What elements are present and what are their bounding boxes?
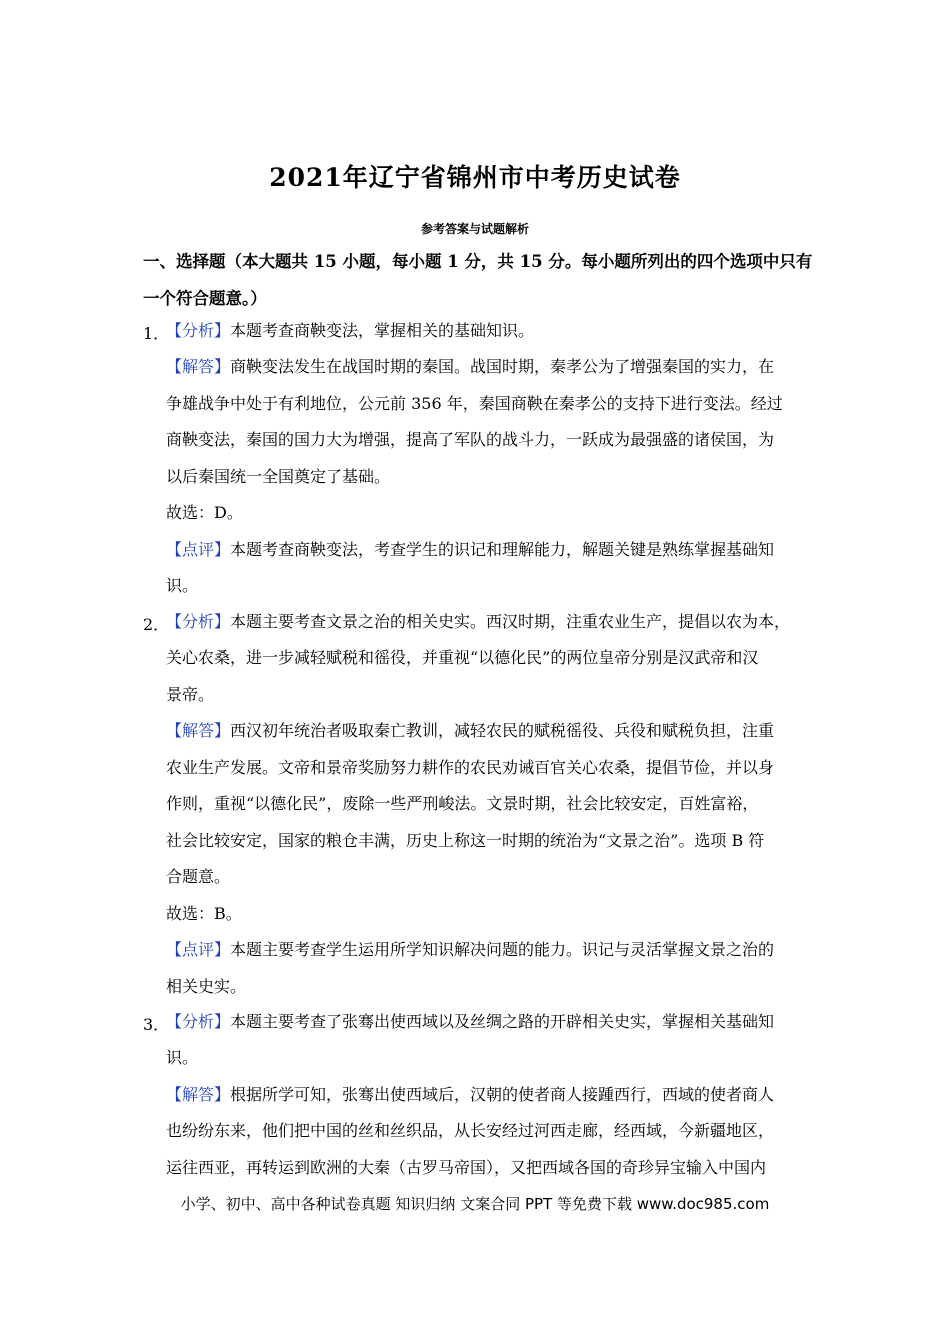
question-1-comment-line: 识。	[166, 576, 199, 595]
question-1-answer-line: 争雄战争中处于有利地位，公元前 356 年，秦国商鞅在秦孝公的支持下进行变法。经过	[166, 394, 783, 413]
question-2-analysis	[166, 610, 790, 634]
answer-tag: 【解答】	[166, 721, 231, 740]
answer-tag: 【解答】	[166, 1085, 231, 1104]
answer-text: 根据所学可知，张骞出使西域后，汉朝的使者商人接踵西行，西域的使者商人	[230, 1085, 775, 1104]
question-2-number: 2．	[143, 615, 170, 634]
question-2-answer-line: 作则，重视“以德化民”，废除一些严刑峻法。文景时期，社会比较安定，百姓富裕，	[166, 794, 759, 813]
question-1-comment	[166, 538, 774, 562]
section-heading	[143, 243, 823, 317]
question-1-answer-line: 商鞅变法，秦国的国力大为增强，提高了军队的战斗力，一跃成为最强盛的诸侯国，为	[166, 430, 775, 449]
analysis-text: 本题主要考查了张骞出使西域以及丝绸之路的开辟相关史实，掌握相关基础知	[230, 1012, 775, 1031]
question-2-analysis-line: 关心农桑，进一步减轻赋税和徭役，并重视“以德化民”的两位皇帝分别是汉武帝和汉	[166, 648, 759, 667]
footer-banner: 小学、初中、高中各种试卷真题 知识归纳 文案合同 PPT 等免费下载 www.doc985.com	[180, 1195, 770, 1213]
answer-text: 西汉初年统治者吸取秦亡教训，减轻农民的赋税徭役、兵役和赋税负担，注重	[230, 721, 775, 740]
page-subtitle: 参考答案与试题解析	[420, 222, 529, 236]
question-1-analysis	[166, 319, 534, 343]
section-heading-line-2: 一个符合题意。）	[143, 289, 267, 308]
question-2-analysis-line: 景帝。	[166, 685, 215, 704]
question-2-answer-line: 合题意。	[166, 867, 231, 886]
question-1-number: 1．	[143, 324, 170, 343]
analysis-text: 本题考查商鞅变法，掌握相关的基础知识。	[230, 321, 535, 340]
question-1-answer-line	[166, 355, 774, 379]
question-2-choice: 故选：B。	[166, 904, 242, 923]
comment-tag: 【点评】	[166, 540, 231, 559]
question-3-analysis	[166, 1010, 774, 1034]
answer-text: 商鞅变法发生在战国时期的秦国。战国时期，秦孝公为了增强秦国的实力，在	[230, 357, 775, 376]
analysis-tag: 【分析】	[166, 1012, 231, 1031]
section-heading-line-1: 一、选择题（本大题共 15 小题，每小题 1 分，共 15 分。每小题所列出的四个选项中只有	[143, 252, 813, 271]
question-2-answer-line: 农业生产发展。文帝和景帝奖励努力耕作的农民劝诫百官关心农桑，提倡节俭，并以身	[166, 758, 775, 777]
answer-tag: 【解答】	[166, 357, 231, 376]
analysis-tag: 【分析】	[166, 321, 231, 340]
question-1-answer-line: 以后秦国统一全国奠定了基础。	[166, 467, 391, 486]
question-3-analysis-line: 识。	[166, 1048, 199, 1067]
comment-tag: 【点评】	[166, 940, 231, 959]
comment-text: 本题主要考查学生运用所学知识解决问题的能力。识记与灵活掌握文景之治的	[230, 940, 775, 959]
question-2-answer-line: 社会比较安定，国家的粮仓丰满，历史上称这一时期的统治为“文景之治”。选项 B 符	[166, 831, 765, 850]
question-3-number: 3．	[143, 1015, 170, 1034]
comment-text: 本题考查商鞅变法，考查学生的识记和理解能力，解题关键是熟练掌握基础知	[230, 540, 775, 559]
question-1-choice: 故选：D。	[166, 503, 243, 522]
analysis-tag: 【分析】	[166, 612, 231, 631]
page-title: 2021年辽宁省锦州市中考历史试卷	[269, 163, 681, 192]
question-3-answer-line: 也纷纷东来，他们把中国的丝和丝织品，从长安经过河西走廊，经西域，今新疆地区，	[166, 1121, 775, 1140]
question-2-comment-line: 相关史实。	[166, 977, 247, 996]
question-2-comment	[166, 938, 774, 962]
question-2-answer-line	[166, 719, 774, 743]
question-3-answer-line: 运往西亚，再转运到欧洲的大秦（古罗马帝国），又把西域各国的奇珍异宝输入中国内	[166, 1158, 767, 1177]
analysis-text: 本题主要考查文景之治的相关史实。西汉时期，注重农业生产，提倡以农为本，	[230, 612, 791, 631]
question-3-answer-line	[166, 1083, 774, 1107]
